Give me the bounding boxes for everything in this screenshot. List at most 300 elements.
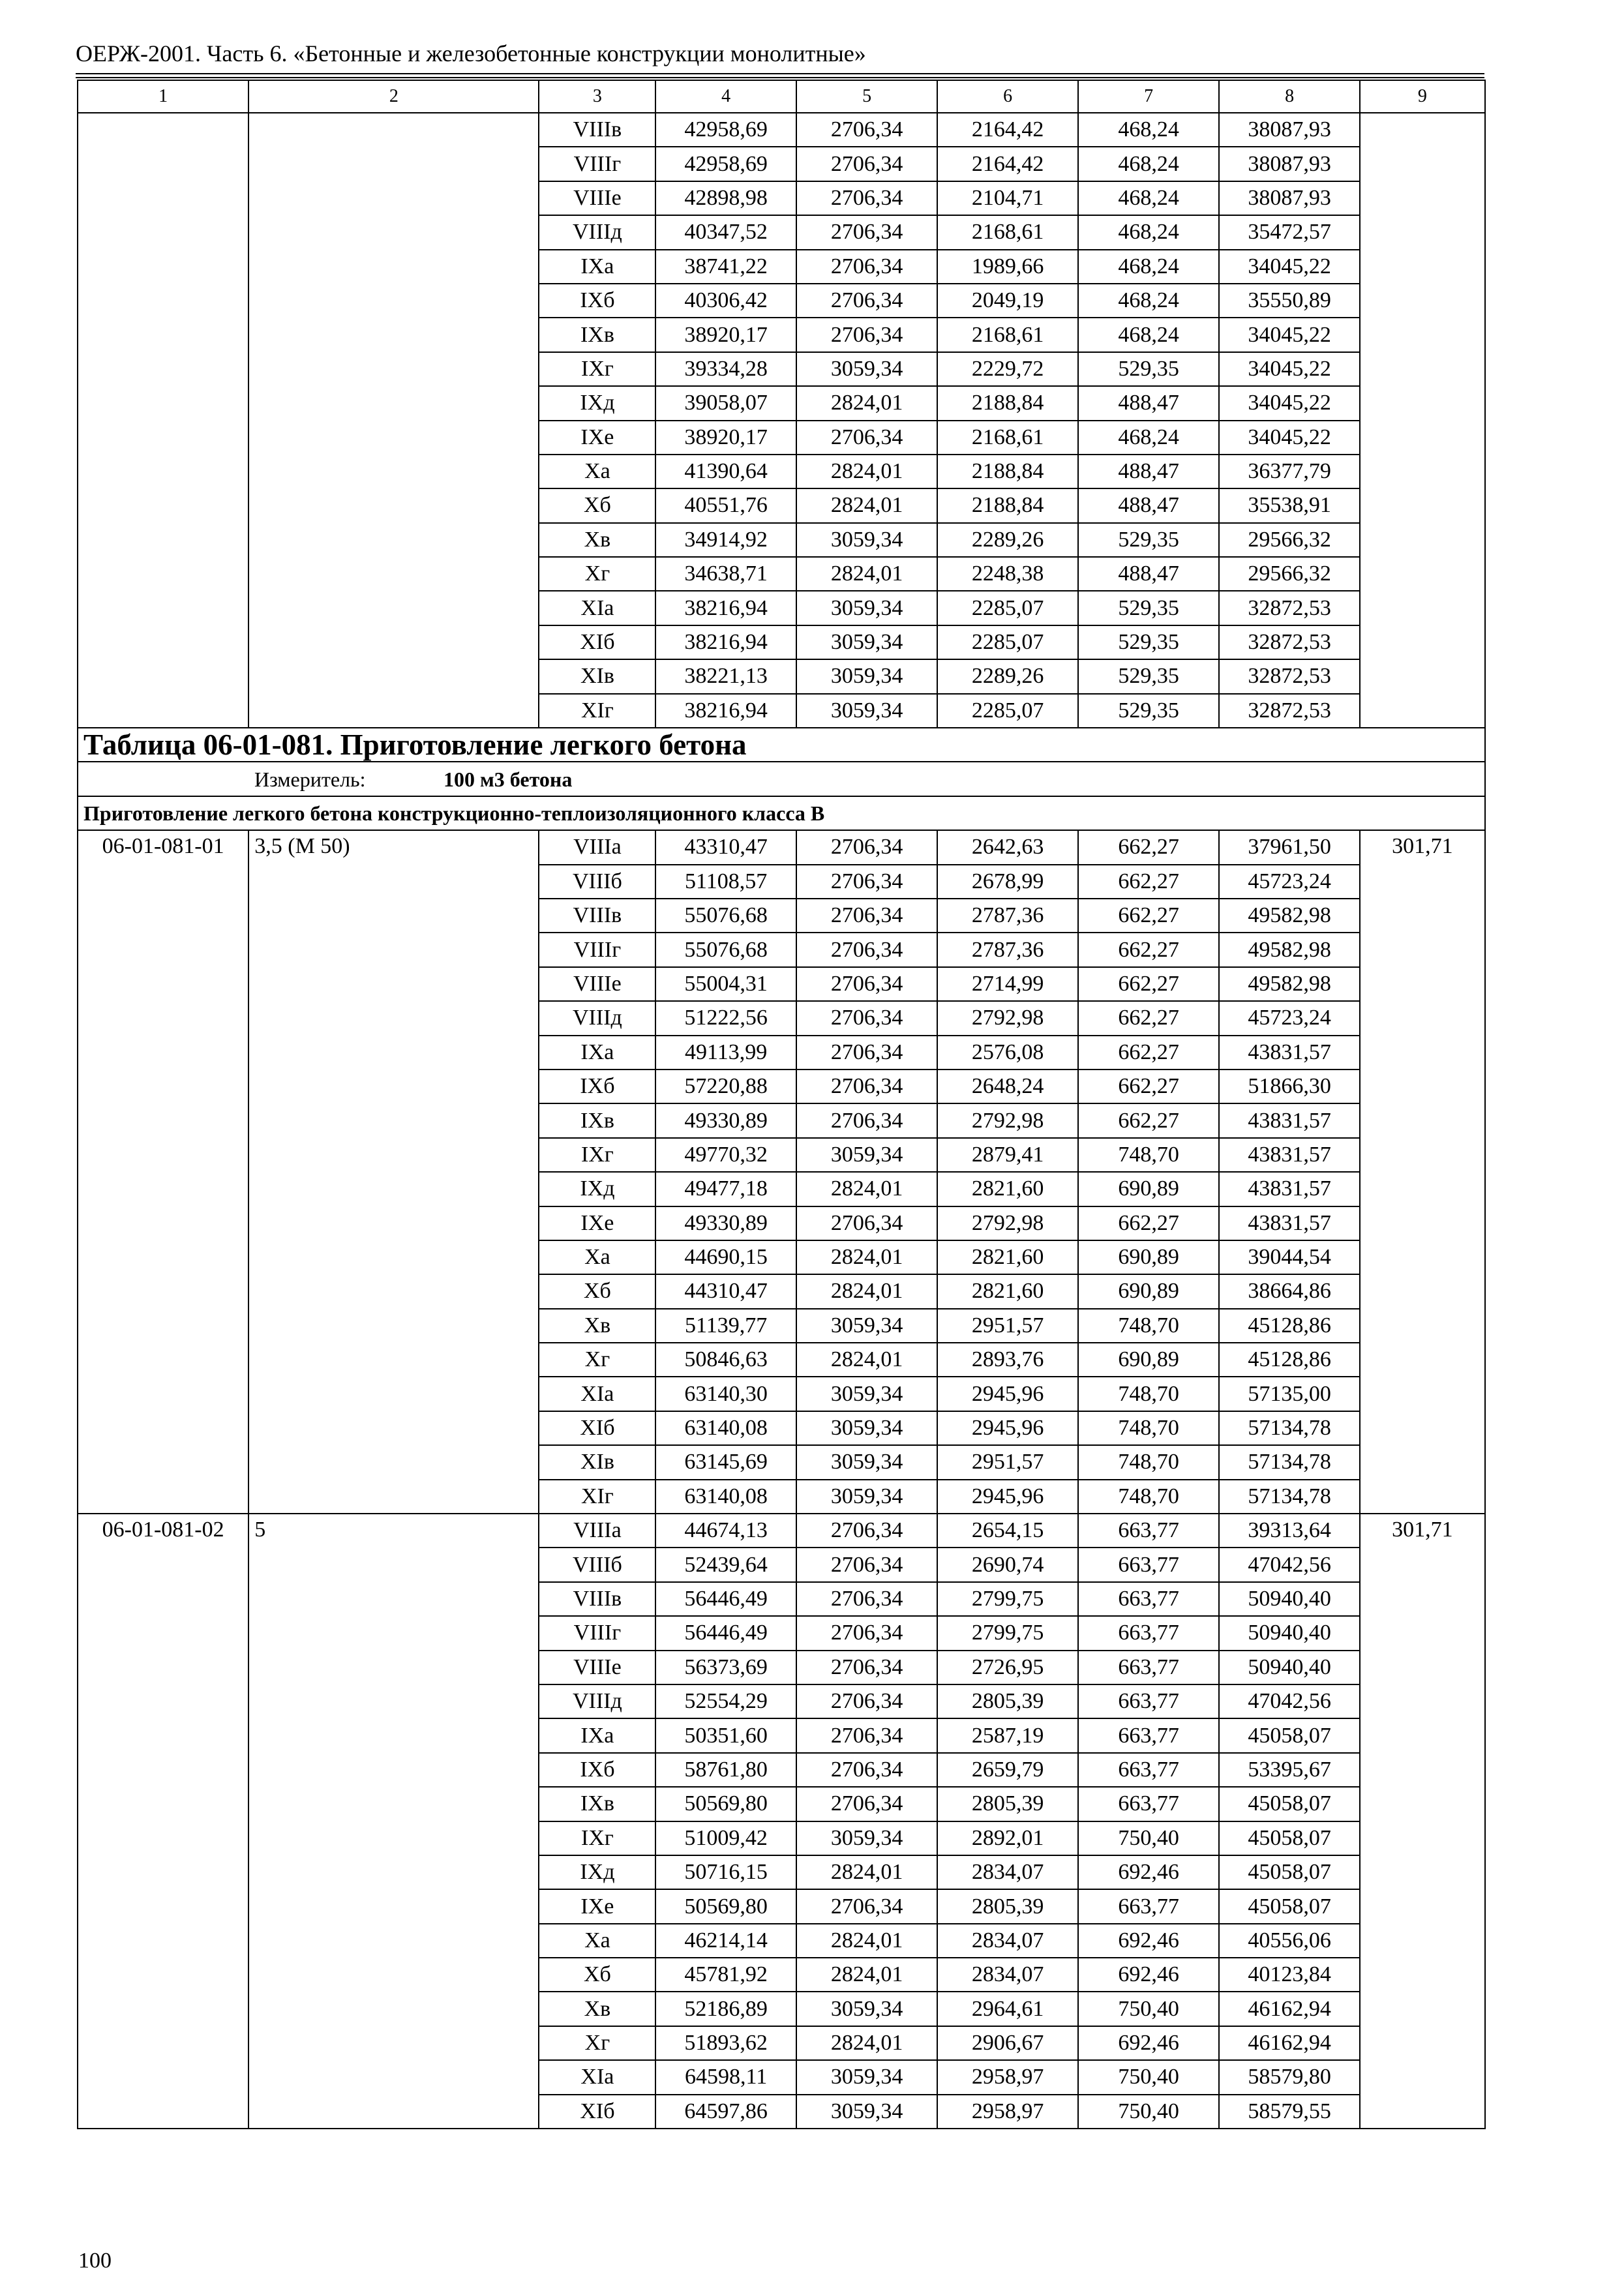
column-number: 2: [248, 80, 539, 113]
zone-cell: XIб: [539, 2095, 655, 2129]
total-cost-cell: 40551,76: [655, 488, 796, 522]
materials-cell: 35538,91: [1219, 488, 1359, 522]
machinist-wages-cell: 750,40: [1078, 1821, 1220, 1855]
machinist-wages-cell: 488,47: [1078, 455, 1220, 488]
total-cost-cell: 55004,31: [655, 967, 796, 1001]
wages-cell: 3059,34: [796, 1377, 938, 1411]
wages-cell: 3059,34: [796, 2060, 938, 2094]
section-title-row: [78, 728, 1485, 762]
materials-cell: 57134,78: [1219, 1411, 1359, 1445]
section-unit-row: [78, 762, 1485, 796]
materials-cell: 45058,07: [1219, 1787, 1359, 1821]
machinist-wages-cell: 488,47: [1078, 488, 1220, 522]
machinist-wages-cell: 529,35: [1078, 694, 1220, 728]
total-cost-cell: 50716,15: [655, 1855, 796, 1889]
total-cost-cell: 57220,88: [655, 1070, 796, 1103]
machines-cell: 2188,84: [937, 386, 1077, 420]
machines-cell: 2164,42: [937, 113, 1077, 147]
total-cost-cell: 38216,94: [655, 694, 796, 728]
total-cost-cell: 56446,49: [655, 1616, 796, 1650]
name-cell: 5: [248, 1514, 539, 2129]
machines-cell: 2787,36: [937, 899, 1077, 933]
wages-cell: 3059,34: [796, 1445, 938, 1479]
column-number-row: [78, 80, 1485, 113]
materials-cell: 39044,54: [1219, 1240, 1359, 1274]
machinist-wages-cell: 750,40: [1078, 1992, 1220, 2026]
machines-cell: 2289,26: [937, 523, 1077, 557]
wages-cell: 2706,34: [796, 1889, 938, 1923]
zone-cell: VIIIг: [539, 1616, 655, 1650]
wages-cell: 2706,34: [796, 147, 938, 181]
zone-cell: IXа: [539, 1718, 655, 1752]
materials-cell: 34045,22: [1219, 386, 1359, 420]
table-row: [78, 830, 1485, 864]
header-rule-double: [76, 77, 1484, 78]
total-cost-cell: 42958,69: [655, 113, 796, 147]
machinist-wages-cell: 748,70: [1078, 1309, 1220, 1343]
machines-cell: 2892,01: [937, 1821, 1077, 1855]
machines-cell: 2805,39: [937, 1889, 1077, 1923]
rates-table: [77, 80, 1486, 2129]
machinist-wages-cell: 663,77: [1078, 1514, 1220, 1548]
total-cost-cell: 39058,07: [655, 386, 796, 420]
machinist-wages-cell: 468,24: [1078, 421, 1220, 455]
machines-cell: 2805,39: [937, 1787, 1077, 1821]
machinist-wages-cell: 468,24: [1078, 318, 1220, 352]
zone-cell: IXд: [539, 1172, 655, 1206]
machinist-wages-cell: 748,70: [1078, 1445, 1220, 1479]
materials-cell: 38664,86: [1219, 1274, 1359, 1308]
wages-cell: 2706,34: [796, 1206, 938, 1240]
machines-cell: 2654,15: [937, 1514, 1077, 1548]
machinist-wages-cell: 662,27: [1078, 1103, 1220, 1137]
machinist-wages-cell: 662,27: [1078, 1001, 1220, 1035]
machinist-wages-cell: 663,77: [1078, 1684, 1220, 1718]
zone-cell: XIв: [539, 659, 655, 693]
materials-cell: 37961,50: [1219, 830, 1359, 864]
total-cost-cell: 64597,86: [655, 2095, 796, 2129]
wages-cell: 3059,34: [796, 1309, 938, 1343]
wages-cell: 2824,01: [796, 1343, 938, 1377]
total-cost-cell: 63140,08: [655, 1411, 796, 1445]
zone-cell: IXб: [539, 1753, 655, 1787]
total-cost-cell: 50569,80: [655, 1889, 796, 1923]
materials-cell: 50940,40: [1219, 1616, 1359, 1650]
materials-cell: 45723,24: [1219, 1001, 1359, 1035]
zone-cell: XIг: [539, 1480, 655, 1514]
wages-cell: 2824,01: [796, 386, 938, 420]
materials-cell: 47042,56: [1219, 1684, 1359, 1718]
document-header: [76, 37, 1484, 78]
materials-cell: 45058,07: [1219, 1718, 1359, 1752]
machines-cell: 2168,61: [937, 318, 1077, 352]
materials-cell: 38087,93: [1219, 181, 1359, 215]
zone-cell: VIIIа: [539, 1514, 655, 1548]
materials-cell: 40123,84: [1219, 1958, 1359, 1992]
total-cost-cell: 38741,22: [655, 250, 796, 284]
zone-cell: VIIIе: [539, 967, 655, 1001]
zone-cell: IXд: [539, 1855, 655, 1889]
machinist-wages-cell: 692,46: [1078, 2026, 1220, 2060]
wages-cell: 2706,34: [796, 215, 938, 249]
wages-cell: 3059,34: [796, 1992, 938, 2026]
machinist-wages-cell: 692,46: [1078, 1855, 1220, 1889]
materials-cell: 43831,57: [1219, 1206, 1359, 1240]
materials-cell: 29566,32: [1219, 557, 1359, 591]
wages-cell: 3059,34: [796, 2095, 938, 2129]
total-cost-cell: 49330,89: [655, 1103, 796, 1137]
wages-cell: 2706,34: [796, 1103, 938, 1137]
machinist-wages-cell: 690,89: [1078, 1343, 1220, 1377]
machines-cell: 2951,57: [937, 1445, 1077, 1479]
machinist-wages-cell: 748,70: [1078, 1138, 1220, 1172]
machinist-wages-cell: 663,77: [1078, 1718, 1220, 1752]
machinist-wages-cell: 662,27: [1078, 967, 1220, 1001]
wages-cell: 2706,34: [796, 318, 938, 352]
zone-cell: IXе: [539, 1889, 655, 1923]
code-cell: 06-01-081-01: [78, 830, 248, 1514]
materials-cell: 43831,57: [1219, 1036, 1359, 1070]
materials-cell: 58579,55: [1219, 2095, 1359, 2129]
zone-cell: Xа: [539, 1240, 655, 1274]
machines-cell: 2285,07: [937, 591, 1077, 625]
machinist-wages-cell: 692,46: [1078, 1924, 1220, 1958]
machines-cell: 2945,96: [937, 1480, 1077, 1514]
materials-cell: 50940,40: [1219, 1582, 1359, 1616]
materials-cell: 57134,78: [1219, 1480, 1359, 1514]
machines-cell: 2792,98: [937, 1103, 1077, 1137]
wages-cell: 2706,34: [796, 181, 938, 215]
zone-cell: IXа: [539, 250, 655, 284]
labor-cell: 301,71: [1360, 830, 1485, 1514]
machines-cell: 2648,24: [937, 1070, 1077, 1103]
materials-cell: 40556,06: [1219, 1924, 1359, 1958]
machinist-wages-cell: 468,24: [1078, 250, 1220, 284]
wages-cell: 2706,34: [796, 1718, 938, 1752]
wages-cell: 2824,01: [796, 455, 938, 488]
labor-cell: 301,71: [1360, 1514, 1485, 2129]
machines-cell: 2805,39: [937, 1684, 1077, 1718]
wages-cell: 3059,34: [796, 1138, 938, 1172]
machines-cell: 2879,41: [937, 1138, 1077, 1172]
machines-cell: 2906,67: [937, 2026, 1077, 2060]
machinist-wages-cell: 692,46: [1078, 1958, 1220, 1992]
total-cost-cell: 50569,80: [655, 1787, 796, 1821]
wages-cell: 2706,34: [796, 933, 938, 966]
total-cost-cell: 45781,92: [655, 1958, 796, 1992]
zone-cell: VIIIд: [539, 1684, 655, 1718]
wages-cell: 2824,01: [796, 2026, 938, 2060]
column-number: 8: [1219, 80, 1359, 113]
zone-cell: IXв: [539, 318, 655, 352]
total-cost-cell: 34914,92: [655, 523, 796, 557]
materials-cell: 46162,94: [1219, 1992, 1359, 2026]
total-cost-cell: 58761,80: [655, 1753, 796, 1787]
total-cost-cell: 42958,69: [655, 147, 796, 181]
materials-cell: 32872,53: [1219, 659, 1359, 693]
total-cost-cell: 38920,17: [655, 318, 796, 352]
materials-cell: 50940,40: [1219, 1651, 1359, 1684]
machinist-wages-cell: 662,27: [1078, 865, 1220, 899]
materials-cell: 58579,80: [1219, 2060, 1359, 2094]
materials-cell: 45128,86: [1219, 1343, 1359, 1377]
total-cost-cell: 51108,57: [655, 865, 796, 899]
machinist-wages-cell: 663,77: [1078, 1548, 1220, 1581]
machines-cell: 2787,36: [937, 933, 1077, 966]
wages-cell: 2706,34: [796, 1070, 938, 1103]
machinist-wages-cell: 662,27: [1078, 1070, 1220, 1103]
table-row: [78, 113, 1485, 147]
machines-cell: 2248,38: [937, 557, 1077, 591]
total-cost-cell: 56446,49: [655, 1582, 796, 1616]
machines-cell: 2945,96: [937, 1377, 1077, 1411]
page-number: 100: [78, 2249, 112, 2273]
machines-cell: 2726,95: [937, 1651, 1077, 1684]
total-cost-cell: 38216,94: [655, 591, 796, 625]
wages-cell: 2706,34: [796, 250, 938, 284]
materials-cell: 29566,32: [1219, 523, 1359, 557]
wages-cell: 2706,34: [796, 967, 938, 1001]
zone-cell: VIIIе: [539, 181, 655, 215]
machines-cell: 2285,07: [937, 625, 1077, 659]
machines-cell: 2821,60: [937, 1274, 1077, 1308]
wages-cell: 2706,34: [796, 1787, 938, 1821]
materials-cell: 36377,79: [1219, 455, 1359, 488]
machines-cell: 2834,07: [937, 1855, 1077, 1889]
wages-cell: 2824,01: [796, 557, 938, 591]
machinist-wages-cell: 750,40: [1078, 2060, 1220, 2094]
zone-cell: IXб: [539, 1070, 655, 1103]
machines-cell: 2821,60: [937, 1240, 1077, 1274]
machinist-wages-cell: 529,35: [1078, 625, 1220, 659]
zone-cell: VIIIг: [539, 147, 655, 181]
table-body: [78, 80, 1485, 2129]
machines-cell: 2834,07: [937, 1924, 1077, 1958]
total-cost-cell: 40306,42: [655, 284, 796, 318]
machinist-wages-cell: 529,35: [1078, 523, 1220, 557]
machinist-wages-cell: 488,47: [1078, 386, 1220, 420]
machinist-wages-cell: 663,77: [1078, 1787, 1220, 1821]
wages-cell: 2824,01: [796, 1924, 938, 1958]
materials-cell: 43831,57: [1219, 1138, 1359, 1172]
machinist-wages-cell: 468,24: [1078, 215, 1220, 249]
materials-cell: 39313,64: [1219, 1514, 1359, 1548]
machinist-wages-cell: 663,77: [1078, 1651, 1220, 1684]
unit-value: 100 м3 бетона: [444, 767, 573, 791]
machinist-wages-cell: 662,27: [1078, 1036, 1220, 1070]
zone-cell: XIв: [539, 1445, 655, 1479]
zone-cell: IXв: [539, 1787, 655, 1821]
total-cost-cell: 51139,77: [655, 1309, 796, 1343]
materials-cell: 32872,53: [1219, 591, 1359, 625]
zone-cell: XIа: [539, 2060, 655, 2094]
zone-cell: VIIIв: [539, 113, 655, 147]
header-rule: [76, 73, 1484, 74]
wages-cell: 2824,01: [796, 1274, 938, 1308]
zone-cell: XIа: [539, 1377, 655, 1411]
zone-cell: IXе: [539, 421, 655, 455]
materials-cell: 35472,57: [1219, 215, 1359, 249]
zone-cell: VIIIб: [539, 865, 655, 899]
materials-cell: 38087,93: [1219, 147, 1359, 181]
materials-cell: 49582,98: [1219, 967, 1359, 1001]
materials-cell: 38087,93: [1219, 113, 1359, 147]
materials-cell: 34045,22: [1219, 318, 1359, 352]
materials-cell: 43831,57: [1219, 1103, 1359, 1137]
machinist-wages-cell: 748,70: [1078, 1480, 1220, 1514]
machinist-wages-cell: 488,47: [1078, 557, 1220, 591]
total-cost-cell: 51222,56: [655, 1001, 796, 1035]
total-cost-cell: 49477,18: [655, 1172, 796, 1206]
machines-cell: 2576,08: [937, 1036, 1077, 1070]
total-cost-cell: 55076,68: [655, 933, 796, 966]
total-cost-cell: 64598,11: [655, 2060, 796, 2094]
zone-cell: IXг: [539, 1821, 655, 1855]
machinist-wages-cell: 690,89: [1078, 1240, 1220, 1274]
materials-cell: 46162,94: [1219, 2026, 1359, 2060]
machinist-wages-cell: 663,77: [1078, 1753, 1220, 1787]
wages-cell: 2706,34: [796, 1582, 938, 1616]
total-cost-cell: 50846,63: [655, 1343, 796, 1377]
machinist-wages-cell: 663,77: [1078, 1582, 1220, 1616]
machinist-wages-cell: 690,89: [1078, 1274, 1220, 1308]
machines-cell: 2285,07: [937, 694, 1077, 728]
zone-cell: VIIIв: [539, 899, 655, 933]
code-cell: 06-01-081-02: [78, 1514, 248, 2129]
total-cost-cell: 44690,15: [655, 1240, 796, 1274]
total-cost-cell: 39334,28: [655, 352, 796, 386]
wages-cell: 2706,34: [796, 1616, 938, 1650]
wages-cell: 3059,34: [796, 659, 938, 693]
machines-cell: 2690,74: [937, 1548, 1077, 1581]
total-cost-cell: 63140,30: [655, 1377, 796, 1411]
machines-cell: 2964,61: [937, 1992, 1077, 2026]
machines-cell: 2958,97: [937, 2095, 1077, 2129]
total-cost-cell: 34638,71: [655, 557, 796, 591]
wages-cell: 3059,34: [796, 625, 938, 659]
total-cost-cell: 52439,64: [655, 1548, 796, 1581]
materials-cell: 47042,56: [1219, 1548, 1359, 1581]
machinist-wages-cell: 468,24: [1078, 147, 1220, 181]
zone-cell: VIIIб: [539, 1548, 655, 1581]
section-title: Таблица 06-01-081. Приготовление легкого бетона: [78, 728, 1485, 762]
zone-cell: Xг: [539, 557, 655, 591]
machines-cell: 2289,26: [937, 659, 1077, 693]
zone-cell: IXа: [539, 1036, 655, 1070]
machines-cell: 2678,99: [937, 865, 1077, 899]
total-cost-cell: 38216,94: [655, 625, 796, 659]
wages-cell: 2824,01: [796, 488, 938, 522]
table-row: [78, 1514, 1485, 1548]
wages-cell: 2706,34: [796, 284, 938, 318]
zone-cell: XIб: [539, 625, 655, 659]
machines-cell: 2587,19: [937, 1718, 1077, 1752]
zone-cell: Xб: [539, 488, 655, 522]
zone-cell: VIIIд: [539, 215, 655, 249]
materials-cell: 53395,67: [1219, 1753, 1359, 1787]
materials-cell: 34045,22: [1219, 421, 1359, 455]
materials-cell: 45058,07: [1219, 1889, 1359, 1923]
machinist-wages-cell: 748,70: [1078, 1411, 1220, 1445]
machinist-wages-cell: 662,27: [1078, 830, 1220, 864]
wages-cell: 3059,34: [796, 1821, 938, 1855]
zone-cell: IXв: [539, 1103, 655, 1137]
column-number: 5: [796, 80, 938, 113]
zone-cell: Xа: [539, 1924, 655, 1958]
zone-cell: Xг: [539, 1343, 655, 1377]
zone-cell: IXе: [539, 1206, 655, 1240]
materials-cell: 57134,78: [1219, 1445, 1359, 1479]
materials-cell: 43831,57: [1219, 1172, 1359, 1206]
machines-cell: 2104,71: [937, 181, 1077, 215]
machines-cell: 2799,75: [937, 1582, 1077, 1616]
section-subtitle: Приготовление легкого бетона конструкционно-теплоизоляционного класса В: [78, 796, 1485, 830]
name-cell: 3,5 (М 50): [248, 830, 539, 1514]
wages-cell: 2706,34: [796, 1001, 938, 1035]
labor-cell: [1360, 113, 1485, 728]
total-cost-cell: 50351,60: [655, 1718, 796, 1752]
machines-cell: 2834,07: [937, 1958, 1077, 1992]
wages-cell: 2824,01: [796, 1855, 938, 1889]
machines-cell: 2945,96: [937, 1411, 1077, 1445]
machinist-wages-cell: 468,24: [1078, 181, 1220, 215]
machines-cell: 2049,19: [937, 284, 1077, 318]
machines-cell: 2792,98: [937, 1206, 1077, 1240]
wages-cell: 2706,34: [796, 1036, 938, 1070]
zone-cell: Xв: [539, 1992, 655, 2026]
total-cost-cell: 63140,08: [655, 1480, 796, 1514]
total-cost-cell: 38221,13: [655, 659, 796, 693]
machines-cell: 2714,99: [937, 967, 1077, 1001]
column-number: 7: [1078, 80, 1220, 113]
machines-cell: 2229,72: [937, 352, 1077, 386]
total-cost-cell: 42898,98: [655, 181, 796, 215]
zone-cell: VIIIе: [539, 1651, 655, 1684]
wages-cell: 2706,34: [796, 1548, 938, 1581]
zone-cell: Xв: [539, 1309, 655, 1343]
zone-cell: IXг: [539, 1138, 655, 1172]
wages-cell: 3059,34: [796, 1411, 938, 1445]
section-subtitle-row: [78, 796, 1485, 830]
machinist-wages-cell: 690,89: [1078, 1172, 1220, 1206]
materials-cell: 32872,53: [1219, 625, 1359, 659]
zone-cell: Xв: [539, 523, 655, 557]
machines-cell: 2821,60: [937, 1172, 1077, 1206]
column-number: 9: [1360, 80, 1485, 113]
machinist-wages-cell: 529,35: [1078, 659, 1220, 693]
wages-cell: 2706,34: [796, 830, 938, 864]
wages-cell: 2824,01: [796, 1172, 938, 1206]
machines-cell: 2168,61: [937, 421, 1077, 455]
machines-cell: 1989,66: [937, 250, 1077, 284]
wages-cell: 2824,01: [796, 1240, 938, 1274]
header-title: ОЕРЖ-2001. Часть 6. «Бетонные и железобетонные конструкции монолитные»: [76, 40, 866, 67]
wages-cell: 2824,01: [796, 1958, 938, 1992]
machinist-wages-cell: 750,40: [1078, 2095, 1220, 2129]
total-cost-cell: 44310,47: [655, 1274, 796, 1308]
wages-cell: 2706,34: [796, 1684, 938, 1718]
total-cost-cell: 55076,68: [655, 899, 796, 933]
materials-cell: 51866,30: [1219, 1070, 1359, 1103]
column-number: 6: [937, 80, 1077, 113]
materials-cell: 34045,22: [1219, 250, 1359, 284]
wages-cell: 2706,34: [796, 899, 938, 933]
wages-cell: 3059,34: [796, 352, 938, 386]
total-cost-cell: 46214,14: [655, 1924, 796, 1958]
zone-cell: XIа: [539, 591, 655, 625]
wages-cell: 2706,34: [796, 865, 938, 899]
machinist-wages-cell: 468,24: [1078, 113, 1220, 147]
